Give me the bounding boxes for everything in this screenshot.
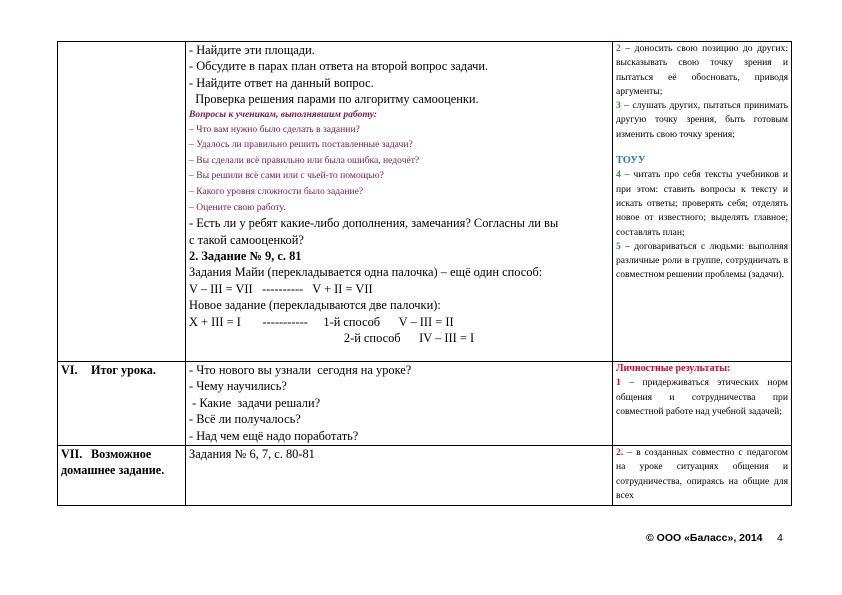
activity-line: - Что нового вы узнали сегодня на уроке? bbox=[189, 363, 412, 377]
stage-cell bbox=[58, 446, 186, 506]
questions-title: Вопросы к ученикам, выполнявшим работу: bbox=[189, 108, 377, 120]
result-item: 3 – слушать других, пытаться принимать другую точку зрения, быть готовым изменить свою точку зрения; bbox=[616, 100, 788, 140]
page-number: 4 bbox=[777, 532, 783, 544]
question-item: – Вы сделали всё правильно или была ошибка, недочёт? bbox=[189, 154, 420, 166]
results-heading: Личностные результаты: bbox=[616, 363, 731, 374]
stage-number: VII. bbox=[61, 447, 83, 461]
task-line: V – III = VII ---------- V + II = VII bbox=[189, 281, 373, 296]
table-row bbox=[58, 362, 792, 446]
activity-cell bbox=[186, 446, 613, 506]
question-item: – Вы решили всё сами или с чьей-то помощью? bbox=[189, 170, 384, 182]
homework-text: Задания № 6, 7, с. 80-81 bbox=[189, 447, 315, 461]
task-line: 2-й способ IV – III = I bbox=[189, 331, 475, 346]
activity-cell bbox=[186, 42, 613, 362]
question-item: – Что вам нужно было сделать в задании? bbox=[189, 123, 360, 135]
stage-cell bbox=[58, 362, 186, 446]
activity-line: с такой самооценкой? bbox=[189, 232, 304, 247]
activity-cell bbox=[186, 362, 613, 446]
task-line: Новое задание (перекладываются две палочки): bbox=[189, 298, 441, 313]
question-item: – Оцените свою работу. bbox=[189, 201, 286, 213]
activity-line: - Найдите эти площади. bbox=[189, 43, 315, 57]
result-item: 2. – в созданных совместно с педагогом на уроке ситуациях общения и сотрудничества, опираясь на общие для всех bbox=[616, 447, 788, 501]
stage-cell bbox=[58, 42, 186, 362]
results-heading: ТОУУ bbox=[616, 155, 646, 167]
activity-line: - Всё ли получалось? bbox=[189, 412, 301, 427]
result-item: 2 – доносить свою позицию до других: высказывать свою точку зрения и пытаться её обосновать, приводя аргументы; bbox=[616, 43, 788, 97]
stage-number: VI. bbox=[61, 363, 78, 377]
table-row bbox=[58, 446, 792, 506]
task-title: 2. Задание № 9, с. 81 bbox=[189, 249, 302, 263]
result-item: 4 – читать про себя тексты учебников и при этом: ставить вопросы к тексту и искать ответы; проверять себя; отделять новое от известного; выделять главное; составлять план; bbox=[616, 169, 788, 238]
question-item: – Удалось ли правильно решить поставленные задачи? bbox=[189, 139, 413, 151]
task-line: Задания Майи (перекладывается одна палочка) – ещё один способ: bbox=[189, 265, 543, 280]
activity-line: - Чему научились? bbox=[189, 379, 287, 394]
lesson-table bbox=[57, 41, 792, 506]
result-item: 5 – договариваться с людьми: выполняя различные роли в группе, сотрудничать в совместном решении проблемы (задачи). bbox=[616, 240, 788, 281]
copyright-footer: © ООО «Баласс», 2014 bbox=[646, 532, 763, 544]
activity-line: Проверка решения парами по алгоритму самооценки. bbox=[189, 92, 479, 107]
activity-line: - Какие задачи решали? bbox=[189, 395, 321, 410]
results-cell bbox=[613, 446, 792, 506]
question-item: – Какого уровня сложности было задание? bbox=[189, 186, 364, 197]
activity-line: - Найдите ответ на данный вопрос. bbox=[189, 75, 374, 90]
results-cell bbox=[613, 362, 792, 446]
activity-line: - Над чем ещё надо поработать? bbox=[189, 428, 359, 443]
table-row bbox=[58, 42, 792, 362]
activity-line: - Обсудите в парах план ответа на второй вопрос задачи. bbox=[189, 59, 489, 74]
stage-title: Итог урока. bbox=[91, 363, 156, 377]
task-line: X + III = I ----------- 1-й способ V – III = II bbox=[189, 314, 454, 329]
results-cell bbox=[613, 42, 792, 362]
activity-line: - Есть ли у ребят какие-либо дополнения, замечания? Согласны ли вы bbox=[189, 216, 559, 231]
result-item: 1 – придерживаться этических норм общения и сотрудничества при совместной работе над учебной задачей; bbox=[616, 377, 788, 417]
stage-title: Возможное домашнее задание. bbox=[61, 447, 165, 477]
